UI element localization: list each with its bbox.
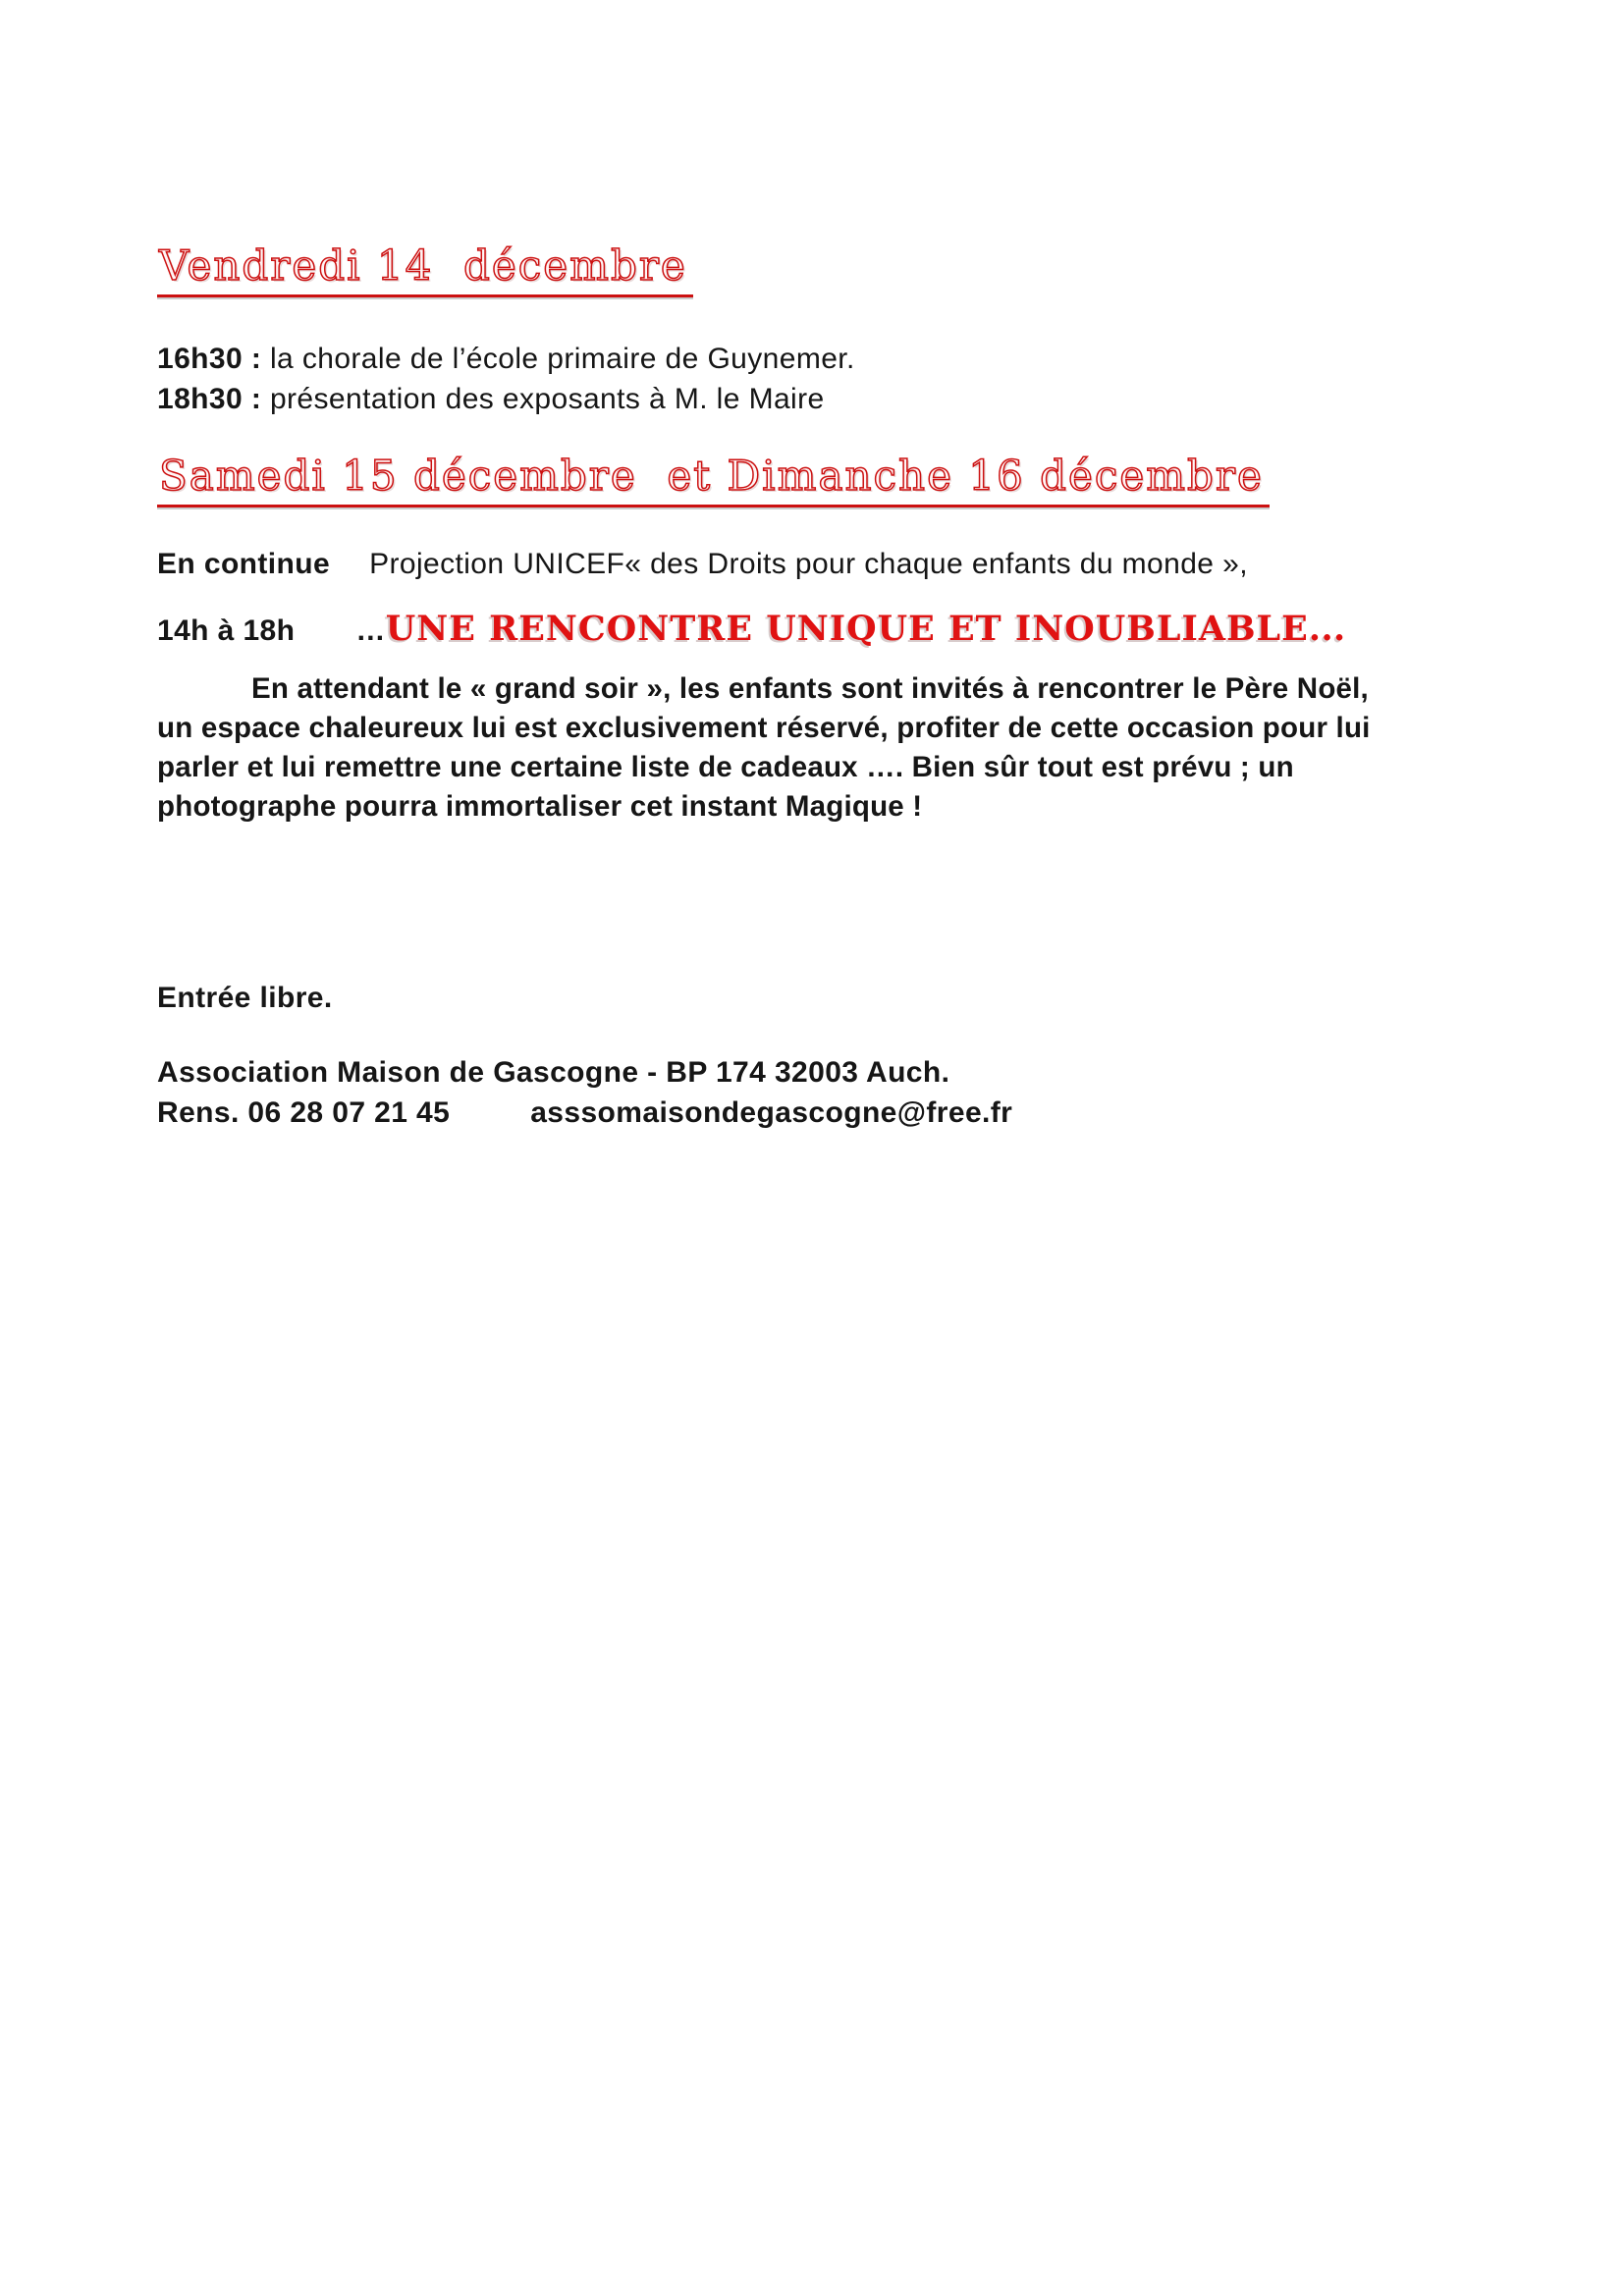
schedule-separator: :	[243, 383, 270, 415]
paragraph-line: En attendant le « grand soir », les enfants sont invités à rencontrer le Père Noël,	[251, 672, 1369, 705]
continuous-label: En continue	[157, 548, 331, 580]
association-address: Association Maison de Gascogne - BP 174 32003 Auch.	[157, 1056, 950, 1089]
contact-email: asssomaisondegascogne@free.fr	[530, 1096, 1013, 1129]
paragraph-line: photographe pourra immortaliser cet instant Magique !	[157, 790, 923, 823]
paragraph-line: parler et lui remettre une certaine liste de cadeaux …. Bien sûr tout est prévu ; un	[157, 751, 1294, 783]
santa-paragraph	[157, 669, 1542, 827]
continuous-projection-line	[157, 548, 1248, 581]
meeting-line	[157, 609, 1346, 649]
schedule-text: présentation des exposants à M. le Maire	[269, 383, 825, 415]
meeting-time: 14h à 18h	[157, 614, 296, 647]
schedule-line-16h30	[157, 343, 855, 376]
contact-phone: Rens. 06 28 07 21 45	[157, 1096, 451, 1129]
contact-line	[157, 1096, 1012, 1130]
continuous-text: Projection UNICEF« des Droits pour chaque enfants du monde »,	[369, 548, 1248, 580]
schedule-time: 16h30	[157, 343, 244, 375]
meeting-highlight: UNE RENCONTRE UNIQUE ET INOUBLIABLE	[385, 609, 1309, 649]
schedule-text: la chorale de l’école primaire de Guynemer.	[269, 343, 855, 375]
paragraph-line: un espace chaleureux lui est exclusivement réservé, profiter de cette occasion pour lui	[157, 712, 1371, 744]
free-entry-text: Entrée libre.	[157, 982, 333, 1014]
schedule-separator: :	[243, 343, 270, 375]
trailing-ellipsis: ...	[1308, 609, 1346, 649]
schedule-time: 18h30	[157, 383, 244, 415]
heading-samedi-dimanche: Samedi 15 décembre et Dimanche 16 décembre	[157, 452, 1270, 507]
leading-ellipsis: …	[355, 614, 386, 647]
schedule-line-18h30	[157, 383, 825, 416]
heading-vendredi-14-decembre: Vendredi 14 décembre	[157, 241, 693, 297]
